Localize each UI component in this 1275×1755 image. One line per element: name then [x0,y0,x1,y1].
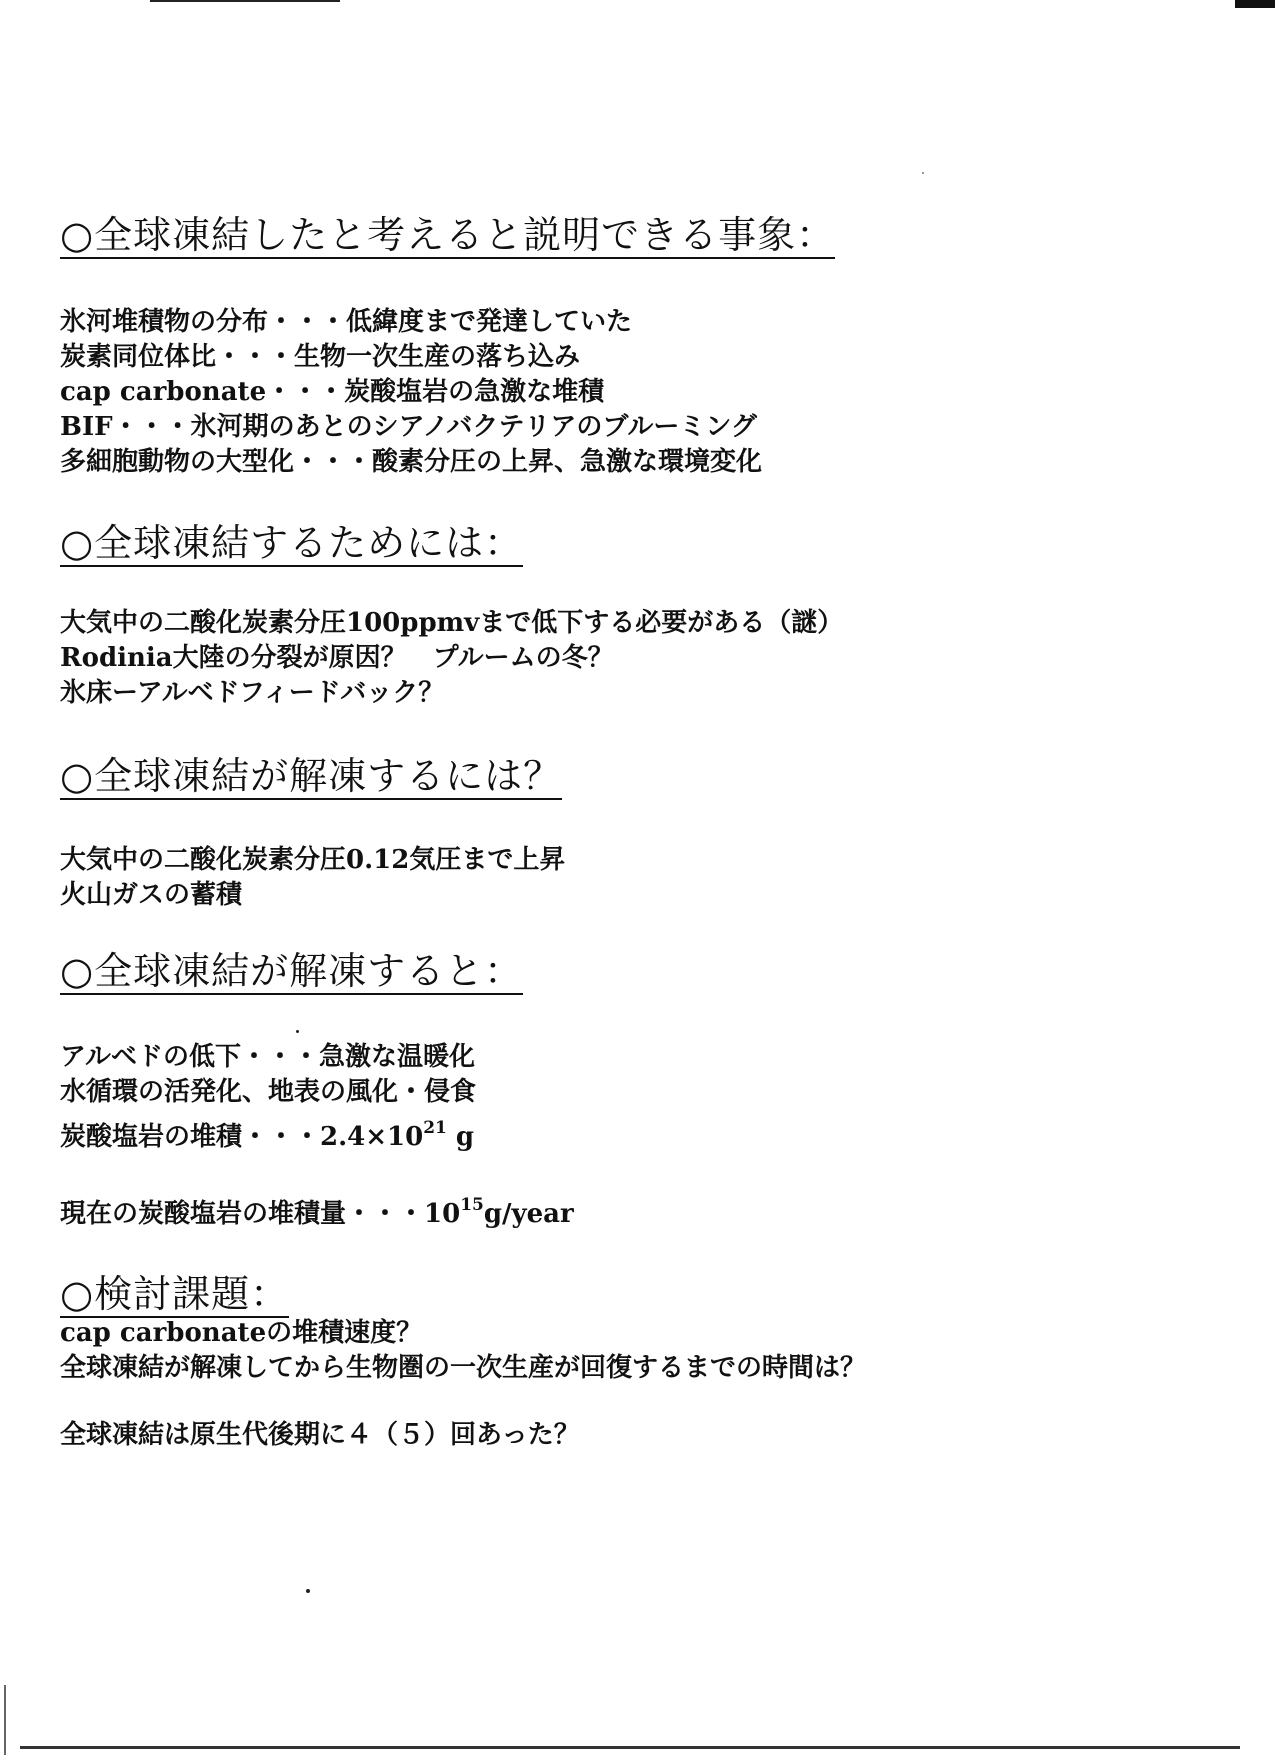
heading-explainable-phenomena: ○全球凍結したと考えると説明できる事象： [60,213,836,257]
list-item: 水循環の活発化、地表の風化・侵食 [60,1077,477,1107]
scan-speck [922,172,924,174]
list-item: cap carbonate・・・炭酸塩岩の急激な堆積 [60,377,605,407]
scan-speck [306,1589,310,1593]
heading-thaw-conditions: ○全球凍結が解凍するには？ [60,754,563,798]
list-item: アルベドの低下・・・急激な温暖化 [60,1042,475,1072]
study-topics-list [60,1316,866,1386]
list-item: 全球凍結が解凍してから生物圏の一次生産が回復するまでの時間は？ [60,1353,867,1383]
scan-edge-bottom [20,1746,1240,1749]
final-question: 全球凍結は原生代後期に４（５）回あった？ [60,1420,580,1450]
carbonate-deposition-exponent: 21 [423,1118,447,1138]
list-item: 多細胞動物の大型化・・・酸素分圧の上昇、急激な環境変化 [60,447,763,477]
freeze-requirements-list [60,606,843,711]
current-deposition-unit: g/year [483,1199,574,1229]
list-item: cap carbonateの堆積速度？ [60,1318,423,1348]
carbonate-deposition-unit: g [446,1122,475,1152]
list-item: 氷床ーアルベドフィードバック？ [60,678,445,708]
carbonate-deposition-text: 炭酸塩岩の堆積・・・2.4×10 [60,1122,424,1152]
heading-freeze-requirements: ○全球凍結するためには： [60,521,524,565]
carbonate-deposition-line [60,1120,474,1155]
scan-edge-top [150,0,340,2]
scan-edge-left [4,1685,6,1755]
thaw-conditions-list [60,843,565,913]
list-item: BIF・・・氷河期のあとのシアノバクテリアのブルーミング [60,412,757,442]
list-item: 大気中の二酸化炭素分圧0.12気圧まで上昇 [60,845,566,875]
scan-corner-mark [1235,0,1275,8]
current-deposition-text: 現在の炭酸塩岩の堆積量・・・10 [60,1199,461,1229]
list-item: Rodinia大陸の分裂が原因？ プルームの冬？ [60,643,614,673]
list-item: 火山ガスの蓄積 [60,880,243,910]
current-deposition-line [60,1197,574,1232]
list-item: 炭素同位体比・・・生物一次生産の落ち込み [60,342,581,372]
explainable-phenomena-list [60,305,762,480]
list-item: 氷河堆積物の分布・・・低緯度まで発達していた [60,307,633,337]
current-deposition-exponent: 15 [460,1195,484,1215]
thaw-effects-list [60,1040,476,1110]
heading-thaw-effects: ○全球凍結が解凍すると： [60,949,524,993]
list-item: 大気中の二酸化炭素分圧100ppmvまで低下する必要がある（謎） [60,608,844,638]
scan-speck [296,1030,299,1033]
heading-study-topics: ○検討課題： [60,1272,290,1316]
